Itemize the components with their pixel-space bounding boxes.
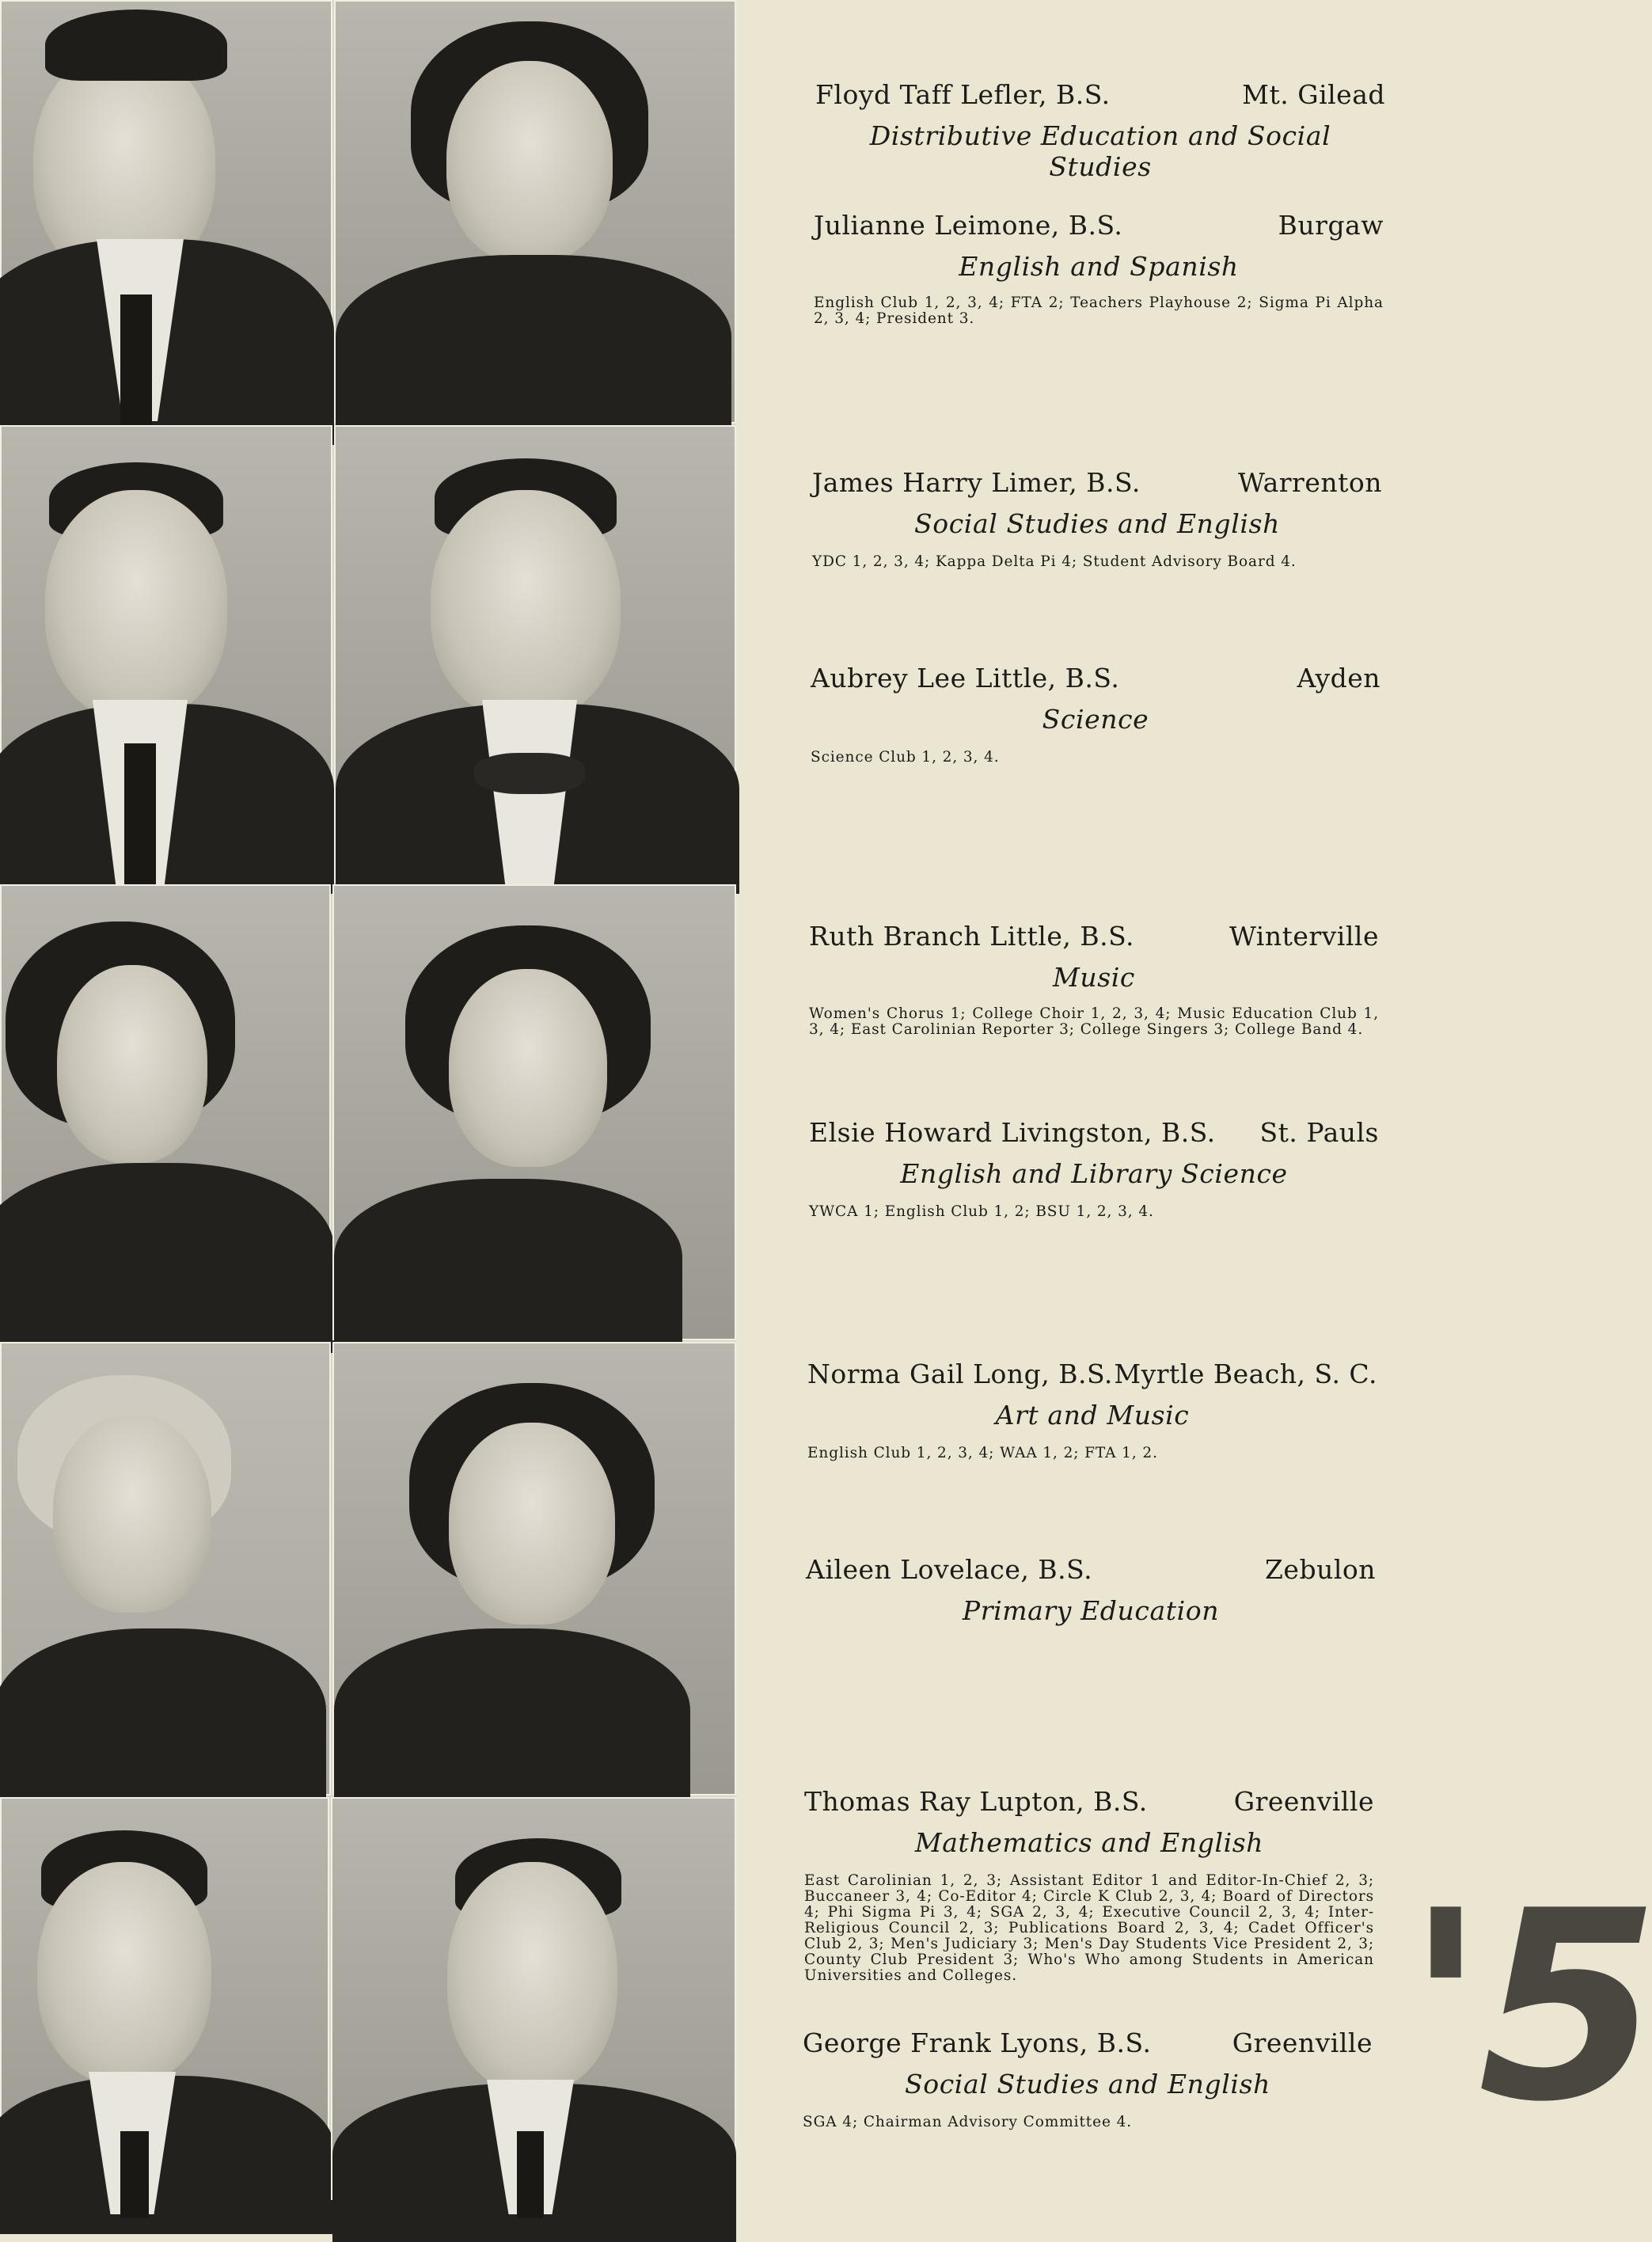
major: Science [1042, 704, 1149, 735]
portrait-james-limer [0, 425, 332, 883]
major: Art and Music [995, 1400, 1190, 1431]
portrait-george-lyons [331, 1797, 736, 2200]
major: Distributive Education and Social Studies [869, 120, 1331, 182]
portrait-aubrey-little [334, 425, 736, 883]
activities: YWCA 1; English Club 1, 2; BSU 1, 2, 3, 4. [809, 1203, 1154, 1220]
activities: YDC 1, 2, 3, 4; Kappa Delta Pi 4; Student Advisory Board 4. [812, 553, 1297, 570]
hometown: Greenville [1233, 1786, 1374, 1817]
student-name: Ruth Branch Little, B.S. [809, 921, 1134, 952]
hometown: Ayden [1297, 663, 1380, 694]
hometown: Mt. Gilead [1242, 79, 1385, 110]
year-mark: '5 [1406, 1855, 1652, 2159]
student-name: Aileen Lovelace, B.S. [806, 1554, 1093, 1585]
hometown: St. Pauls [1259, 1117, 1379, 1148]
activities: English Club 1, 2, 3, 4; FTA 2; Teachers Playhouse 2; Sigma Pi Alpha 2, 3, 4; President 3. [814, 294, 1384, 327]
major: English and Spanish [959, 251, 1239, 282]
portrait-aileen-lovelace [332, 1342, 736, 1796]
portrait-norma-long [0, 1342, 331, 1796]
student-name: Elsie Howard Livingston, B.S. [809, 1117, 1216, 1148]
activities: East Carolinian 1, 2, 3; Assistant Editor 1 and Editor-In-Chief 2, 3; Buccaneer 3, 4; Co-Editor 4; Circle K Club 2, 3, 4; Board of Directors 4; Phi Sigma Pi 3, 4; SGA 2, 3, 4; Executive Council 2, 3, 4; Inter-Religious Council 2, 3; Publications Board 2, 3, 4; Cadet Officer's Club 2, 3; Men's Judiciary 3; Men's Day Students Vice President 2, 3; County Club President 3; Who's Who among Students in American Universities and Colleges. [804, 1872, 1374, 1984]
student-name: Aubrey Lee Little, B.S. [811, 663, 1120, 694]
portrait-ruth-little [0, 884, 331, 1340]
activities: Women's Chorus 1; College Choir 1, 2, 3, 4; Music Education Club 1, 3, 4; East Carolinian Reporter 3; College Singers 3; College Band 4. [809, 1005, 1379, 1038]
activities: English Club 1, 2, 3, 4; WAA 1, 2; FTA 1, 2. [807, 1445, 1158, 1461]
major: Mathematics and English [914, 1827, 1264, 1858]
student-name: George Frank Lyons, B.S. [803, 2027, 1152, 2058]
hometown: Myrtle Beach, S. C. [1114, 1358, 1377, 1389]
major: English and Library Science [900, 1158, 1288, 1189]
portrait-julianne-leimone [334, 0, 736, 424]
major: Music [1052, 962, 1135, 993]
major: Social Studies and English [914, 508, 1280, 539]
student-name: James Harry Limer, B.S. [812, 467, 1141, 498]
major: Primary Education [962, 1595, 1220, 1626]
activities: Science Club 1, 2, 3, 4. [811, 749, 1000, 766]
portrait-floyd-lefler [0, 0, 332, 424]
student-name: Floyd Taff Lefler, B.S. [815, 79, 1111, 110]
activities: SGA 4; Chairman Advisory Committee 4. [803, 2114, 1133, 2130]
portrait-elsie-livingston [332, 884, 736, 1340]
hometown: Burgaw [1278, 210, 1384, 241]
major: Social Studies and English [905, 2069, 1270, 2100]
hometown: Greenville [1232, 2027, 1373, 2058]
student-name: Julianne Leimone, B.S. [814, 210, 1123, 241]
student-name: Norma Gail Long, B.S. [807, 1358, 1113, 1389]
hometown: Winterville [1229, 921, 1379, 952]
student-name: Thomas Ray Lupton, B.S. [804, 1786, 1148, 1817]
hometown: Warrenton [1238, 467, 1382, 498]
hometown: Zebulon [1264, 1554, 1376, 1585]
portrait-thomas-lupton [0, 1797, 329, 2200]
portrait-grid [0, 0, 736, 2200]
